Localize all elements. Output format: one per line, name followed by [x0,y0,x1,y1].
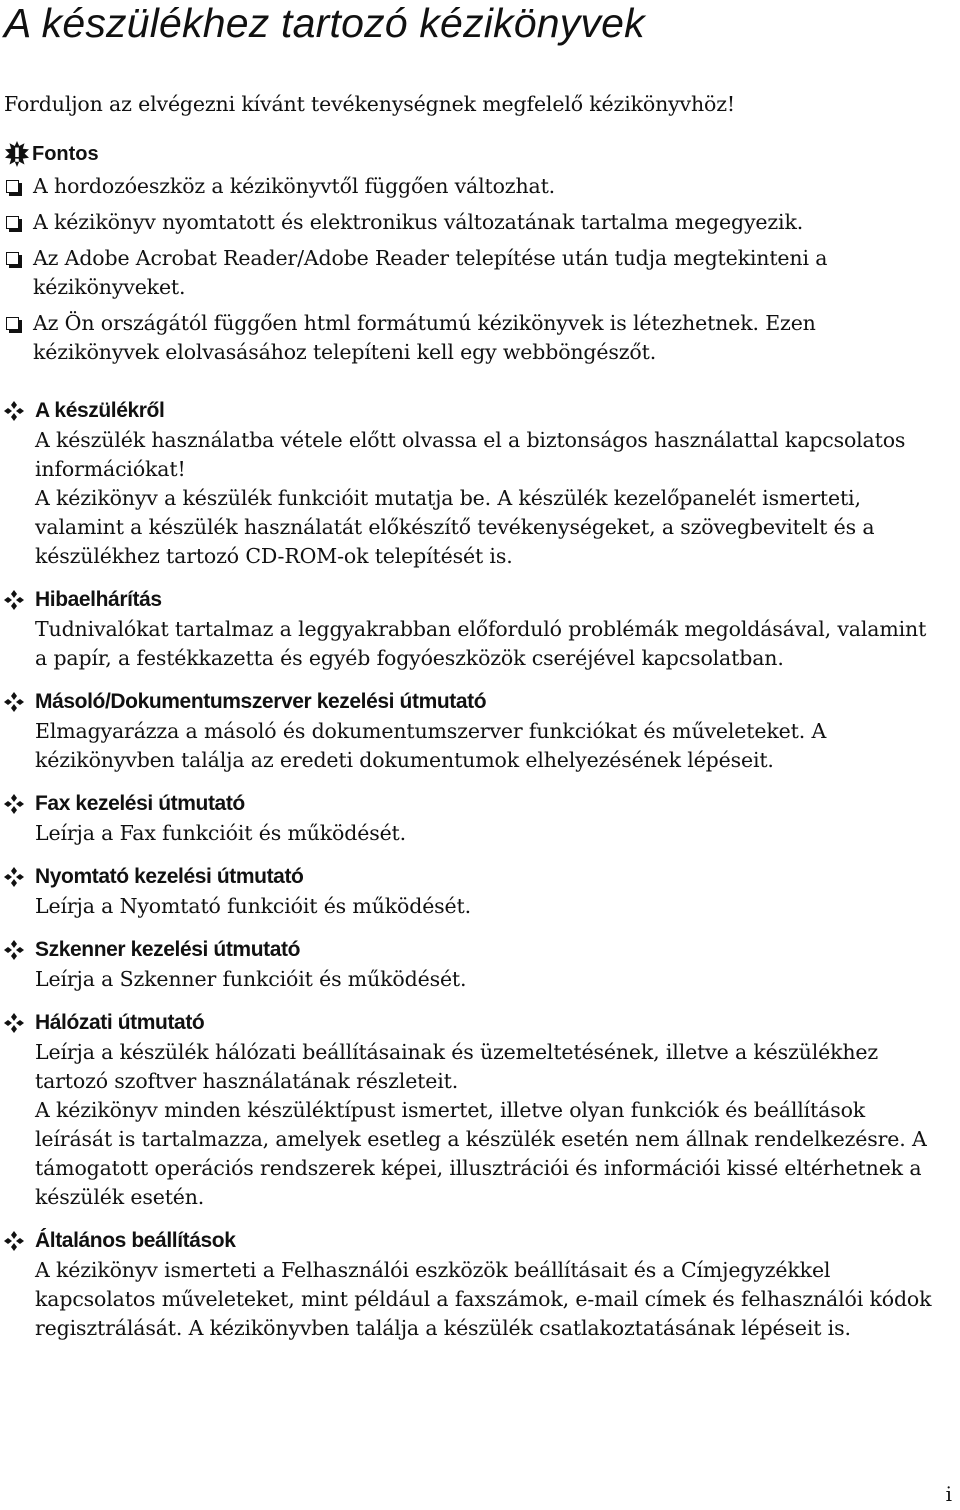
page-number: i [945,1482,952,1506]
section-title: Általános beállítások [35,1229,236,1252]
list-item-text: Az Adobe Acrobat Reader/Adobe Reader telepítése után tudja megtekinteni a kézikönyveket. [33,246,828,299]
section-title: Szkenner kezelési útmutató [35,938,301,961]
list-item-text: Az Ön országától függően html formátumú kézikönyvek is létezhetnek. Ezen kézikönyvek elolvasásához telepíteni kell egy webböngészőt. [33,311,816,364]
checkbox-bullet-icon [6,216,19,229]
intro-text: Forduljon az elvégezni kívánt tevékenységnek megfelelő kézikönyvhöz! [4,92,735,116]
paragraph: Leírja a Szkenner funkcióit és működését. [35,967,467,991]
section-heading [4,789,944,819]
important-note-heading [4,140,99,168]
section-general-settings [4,1226,944,1343]
section-heading [4,1008,944,1038]
manual-sections [4,396,944,1343]
section-troubleshooting [4,585,944,673]
section-scanner [4,935,944,994]
section-heading [4,396,944,426]
section-about-machine [4,396,944,571]
paragraph: Leírja a Nyomtató funkcióit és működését. [35,894,471,918]
checkbox-bullet-icon [6,317,19,330]
important-burst-icon [4,141,30,167]
section-body [35,1038,944,1212]
section-title: Nyomtató kezelési útmutató [35,865,304,888]
paragraph: A készülék használatba vétele előtt olvassa el a biztonságos használattal kapcsolatos információkat! [35,428,906,481]
section-heading [4,585,944,615]
paragraph: Elmagyarázza a másoló és dokumentumszerver funkciókat és műveleteket. A kézikönyvben találja az eredeti dokumentumok elhelyezésének lépéseit. [35,719,827,772]
section-body [35,819,944,848]
list-item [4,172,944,201]
diamond-bullet-icon [4,1231,24,1251]
section-body [35,717,944,775]
section-heading [4,935,944,965]
section-title: Másoló/Dokumentumszerver kezelési útmutató [35,690,487,713]
section-heading [4,862,944,892]
section-body [35,426,944,571]
paragraph: Tudnivalókat tartalmaz a leggyakrabban előforduló problémák megoldásával, valamint a papír, a festékkazetta és egyéb fogyóeszközök cseréjével kapcsolatban. [35,617,927,670]
section-title: Hálózati útmutató [35,1011,205,1034]
paragraph: A kézikönyv minden készüléktípust ismertet, illetve olyan funkciók és beállítások leírását is tartalmazza, amelyek esetleg a készülék esetén nem állnak rendelkezésre. A támogatott operációs rendszerek képei, illusztrációi és információi kissé eltérhetnek a készülék esetén. [35,1098,927,1209]
page-title: A készülékhez tartozó kézikönyvek [4,0,645,46]
list-item [4,309,944,367]
section-fax [4,789,944,848]
section-copy-document-server [4,687,944,775]
section-body [35,892,944,921]
section-heading [4,687,944,717]
paragraph: A kézikönyv a készülék funkcióit mutatja be. A készülék kezelőpanelét ismerteti, valamint a készülék használatát előkészítő tevékenységeket, a szövegbevitelt és a készülékhez tartozó CD-ROM-ok telepítését is. [35,486,875,568]
checkbox-bullet-icon [6,252,19,265]
list-item [4,208,944,237]
list-item [4,244,944,302]
section-title: Fax kezelési útmutató [35,792,245,815]
diamond-bullet-icon [4,401,24,421]
section-heading [4,1226,944,1256]
paragraph: A kézikönyv ismerteti a Felhasználói eszközök beállításait és a Címjegyzékkel kapcsolatos műveleteket, mint például a faxszámok, e-mail címek és felhasználói kódok regisztrálását. A kézikönyvben találja a készülék csatlakoztatásának lépéseit is. [35,1258,932,1340]
list-item-text: A kézikönyv nyomtatott és elektronikus változatának tartalma megegyezik. [33,210,804,234]
paragraph: Leírja a Fax funkcióit és működését. [35,821,407,845]
important-checklist [4,172,944,374]
section-body [35,965,944,994]
diamond-bullet-icon [4,590,24,610]
section-body [35,1256,944,1343]
diamond-bullet-icon [4,794,24,814]
paragraph: Leírja a készülék hálózati beállításainak és üzemeltetésének, illetve a készülékhez tartozó szoftver használatának részleteit. [35,1040,879,1093]
diamond-bullet-icon [4,940,24,960]
checkbox-bullet-icon [6,180,19,193]
section-title: A készülékről [35,399,165,422]
diamond-bullet-icon [4,692,24,712]
section-printer [4,862,944,921]
section-network [4,1008,944,1212]
list-item-text: A hordozóeszköz a kézikönyvtől függően változhat. [33,174,556,198]
diamond-bullet-icon [4,1013,24,1033]
important-label: Fontos [32,143,99,165]
diamond-bullet-icon [4,867,24,887]
section-title: Hibaelhárítás [35,588,162,611]
section-body [35,615,944,673]
